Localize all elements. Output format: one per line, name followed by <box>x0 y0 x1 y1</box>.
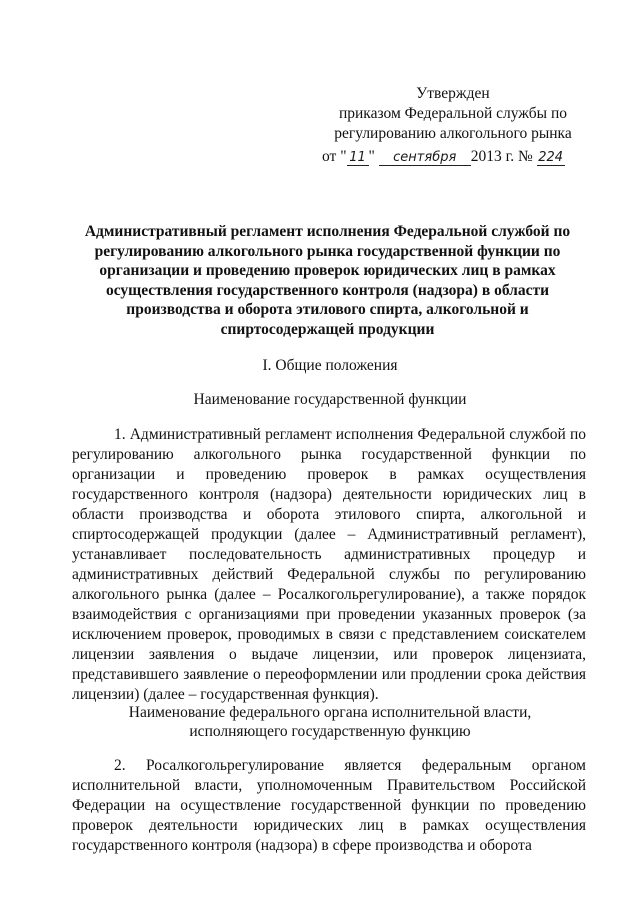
order-year: 2013 г. № <box>470 148 533 165</box>
approval-title: Утвержден <box>416 85 490 102</box>
approval-block <box>318 84 588 144</box>
paragraph-1: 1. Административный регламент исполнения Федеральной службой по регулированию алкогольного рынка государственной функции по организации и проведению проверок в рамках осуществления государственного контроля (надзора) деятельности юридических лиц в области производства и оборота этилового спирта, алкогольной и спиртосодержащей продукции (далее – Административный регламент), устанавливает последовательность административных процедур и административных действий Федеральной службы по регулированию алкогольного рынка (далее – Росалкогольрегулирование), а также порядок взаимодействия с организациями при проведении указанных проверок (за исключением проверок, проводимых в связи с представлением соискателем лицензии заявления о выдаче лицензии, или проверок лицензиата, представившего заявление о переоформлении или продлении срока действия лицензии) (далее – государственная функция). <box>72 426 586 703</box>
handwritten-order-number: 224 <box>538 150 564 165</box>
order-date-line <box>322 148 592 166</box>
approval-line: приказом Федеральной службы по <box>338 105 568 122</box>
document-title: Административный регламент исполнения Федеральной службой по регулированию алкогольного рынка государственной функции по организации и проведению проверок юридических лиц в рамках осуществления государственного контроля (надзора) в области производства и оборота этилового спирта, алкогольной и спиртосодержащей продукции <box>84 223 571 338</box>
approval-line: регулированию алкогольного рынка <box>334 125 572 142</box>
subsection-heading: Наименование государственной функции <box>193 391 467 408</box>
subsection-heading: исполняющего государственную функцию <box>189 723 471 740</box>
order-prefix: от " <box>322 148 347 165</box>
order-quote: " <box>368 148 375 165</box>
handwritten-day: 11 <box>347 151 369 166</box>
paragraph-2: 2. Росалкогольрегулирование является федеральным органом исполнительной власти, уполномоченным Правительством Российской Федерации на осуществление государственной функции по проведению проверок деятельности юридических лиц в рамках осуществления государственного контроля (надзора) в сфере производства и оборота <box>72 757 586 854</box>
handwritten-month: сентября <box>379 151 471 166</box>
section-heading: I. Общие положения <box>262 357 398 374</box>
subsection-heading: Наименование федерального органа исполнительной власти, <box>128 704 532 721</box>
